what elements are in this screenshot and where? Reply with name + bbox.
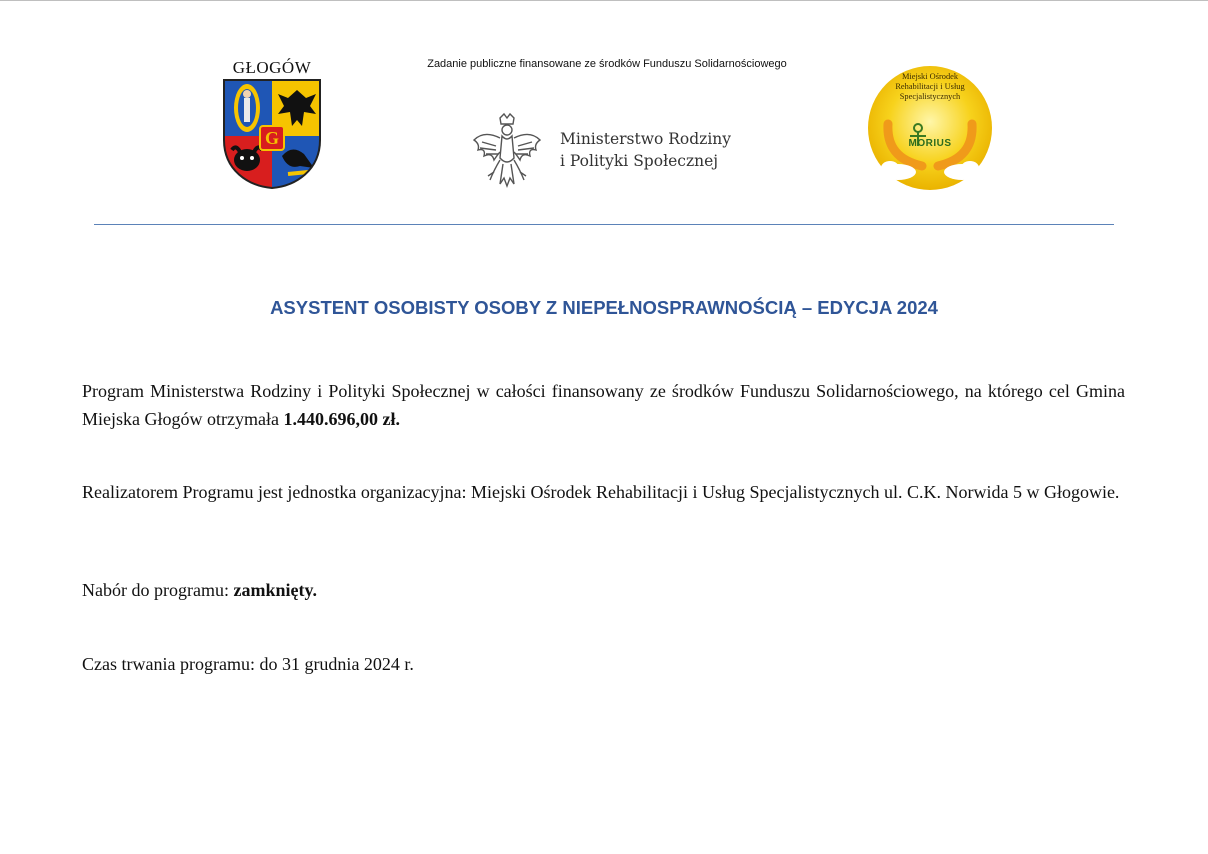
page-title: ASYSTENT OSOBISTY OSOBY Z NIEPEŁNOSPRAWNOŚCIĄ – EDYCJA 2024 (270, 297, 938, 318)
header-divider (94, 224, 1114, 225)
glogow-crest-logo (220, 58, 324, 190)
morius-logo (864, 66, 996, 194)
morius-line-2: Rehabilitacji i Usług (895, 82, 965, 91)
crest-shield-icon (222, 78, 322, 190)
funding-note: Zadanie publiczne finansowane ze środków Funduszu Solidarnościowego (427, 58, 787, 70)
morius-line-3: Specjalistycznych (899, 92, 961, 101)
paragraph-funding-text: Program Ministerstwa Rodziny i Polityki Społecznej w całości finansowany ze środków Funduszu Solidarnościowego, na którego cel Gmina Miejska Głogów otrzymała (82, 381, 1125, 429)
ministry-line-1: Ministerstwo Rodziny (560, 130, 732, 148)
paragraph-duration: Czas trwania programu: do 31 grudnia 2024 r. (82, 654, 414, 674)
morius-line-1: Miejski Ośrodek (901, 72, 959, 81)
recruitment-status: zamknięty. (233, 580, 317, 600)
paragraph-implementer: Realizatorem Programu jest jednostka organizacyjna: Miejski Ośrodek Rehabilitacji i Usług Specjalistycznych ul. C.K. Norwida 5 w Głogowie. (82, 482, 1120, 502)
paragraph-funding (82, 377, 1125, 433)
svg-text:G: G (264, 128, 280, 148)
paragraph-recruitment (82, 576, 1125, 604)
polish-eagle-icon (470, 112, 544, 188)
crest-title: GŁOGÓW (232, 58, 312, 77)
morius-institution-text (880, 72, 980, 102)
top-border (0, 0, 1208, 1)
recruitment-label: Nabór do programu: (82, 580, 234, 600)
ministry-line-2: i Polityki Społecznej (560, 152, 719, 170)
morius-wordmark: MORIUS (908, 138, 952, 149)
ministry-name (560, 128, 760, 172)
funding-amount: 1.440.696,00 zł. (283, 409, 400, 429)
